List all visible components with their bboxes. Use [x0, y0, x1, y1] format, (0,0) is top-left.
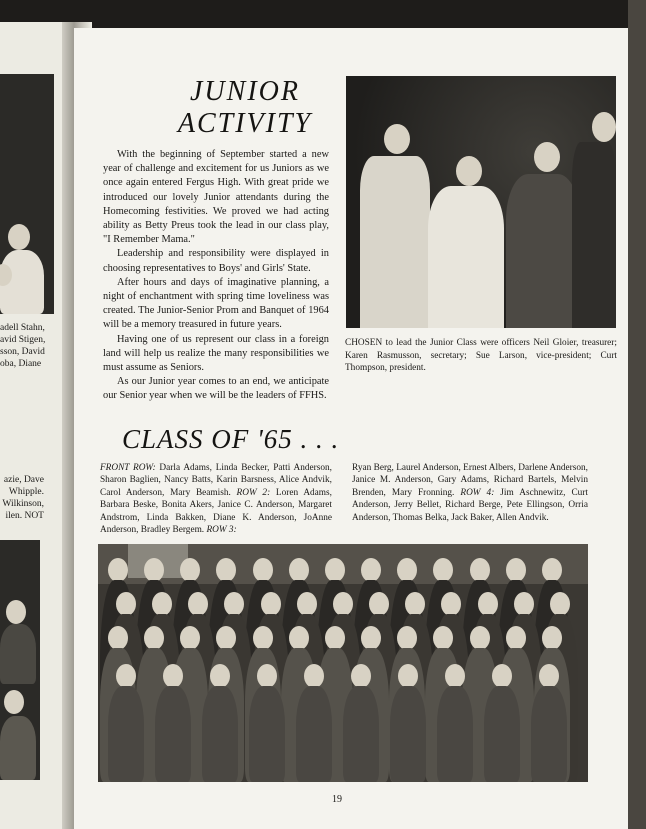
paragraph: As our Junior year comes to an end, we anticipate our Senior year when we will be the leaders of FFHS.	[103, 376, 329, 402]
classmate-face	[506, 626, 526, 650]
officers-photo	[346, 76, 616, 328]
left-photo-bottom	[0, 540, 40, 780]
row-label: ROW 3:	[206, 525, 237, 536]
classmate-face	[470, 558, 490, 582]
row-label: ROW 2:	[236, 487, 271, 498]
paragraph: With the beginning of September started a new year of challenge and excitement for us Juniors as we once again entered Fergus High. With great pride we introduced our lovely Junior attendants during the Homecoming festivities. We proved we had acting ability as Betty Preus took the lead in our class play, "I Remember Mama."	[103, 149, 329, 246]
classmate-face	[253, 558, 273, 582]
classmate-face	[441, 592, 461, 616]
classmate-body	[531, 686, 567, 782]
classmate-face	[333, 592, 353, 616]
left-photo-top	[0, 74, 54, 314]
classmate-face	[351, 664, 371, 688]
classmate-body	[437, 686, 473, 782]
classmate-face	[361, 626, 381, 650]
classmate-face	[445, 664, 465, 688]
classmate-face	[144, 558, 164, 582]
classmate-face	[550, 592, 570, 616]
classmate-body	[296, 686, 332, 782]
classmate-face	[325, 558, 345, 582]
class-heading: CLASS OF '65 . . .	[122, 424, 340, 454]
class-names-col1: FRONT ROW: Darla Adams, Linda Becker, Patti Anderson, Sharon Baglien, Nancy Batts, Karin Barsness, Alice Andvik, Carol Anderson, Mary Beamish. ROW 2: Loren Adams, Barbara Beske, Bonita Akers, Janice C. Anderson, Margaret Andstrom, Linda Bakken, Diane K. Anderson, JoAnne Anderson, Bradley Bergem. ROW 3:	[100, 463, 332, 536]
classmate-body	[249, 686, 285, 782]
class-names-col2: Ryan Berg, Laurel Anderson, Ernest Albers, Darlene Anderson, Janice M. Anderson, Gary Adams, Richard Bartels, Melvin Brenden, Mary Fronning. ROW 4: Jim Aschnewitz, Curt Anderson, Jerry Bellet, Richard Berge, Pete Ellingson, Orria Anderson, Thomas Belka, Jack Baker, Allen Andvik.	[352, 463, 588, 523]
classmate-face	[361, 558, 381, 582]
classmate-face	[210, 664, 230, 688]
paragraph: Having one of us represent our class in a foreign land will help us realize the many responsibilities we must assume as Seniors.	[103, 333, 329, 374]
classmate-face	[188, 592, 208, 616]
classmate-face	[492, 664, 512, 688]
classmate-face	[470, 626, 490, 650]
article-title: JUNIOR ACTIVITY	[177, 76, 313, 139]
class-photo	[98, 544, 588, 782]
classmate-face	[289, 558, 309, 582]
classmate-face	[514, 592, 534, 616]
paragraph: Leadership and responsibility were displayed in choosing representatives to Boys' and Girls' State.	[103, 248, 329, 274]
classmate-face	[542, 626, 562, 650]
classmate-face	[261, 592, 281, 616]
classmate-face	[289, 626, 309, 650]
classmate-face	[369, 592, 389, 616]
classmate-face	[108, 558, 128, 582]
classmate-face	[163, 664, 183, 688]
classmate-body	[202, 686, 238, 782]
classmate-face	[116, 664, 136, 688]
page-number: 19	[332, 794, 342, 805]
classmate-body	[390, 686, 426, 782]
classmate-face	[108, 626, 128, 650]
article-body	[103, 148, 329, 404]
classmate-face	[152, 592, 172, 616]
classmate-body	[155, 686, 191, 782]
classmate-face	[253, 626, 273, 650]
row-label: ROW 4:	[460, 487, 495, 498]
classmate-face	[506, 558, 526, 582]
left-page	[0, 22, 70, 829]
classmate-face	[116, 592, 136, 616]
background-strip	[0, 0, 646, 24]
left-caption-mid: azie, Dave Whipple. Wilkinson, ilen. NOT	[2, 475, 44, 521]
left-caption-top: adell Stahn, avid Stigen, sson, David oba, Diane	[0, 323, 46, 369]
classmate-face	[398, 664, 418, 688]
row-label: FRONT ROW:	[100, 463, 156, 473]
classmate-face	[325, 626, 345, 650]
officers-caption: CHOSEN to lead the Junior Class were officers Neil Gloier, treasurer; Karen Rasmusson, secretary; Sue Larson, vice-president; Curt Thompson, president.	[345, 338, 617, 374]
classmate-face	[297, 592, 317, 616]
classmate-face	[257, 664, 277, 688]
classmate-body	[108, 686, 144, 782]
paragraph: After hours and days of imaginative planning, a night of enchantment with spring time loveliness was created. The Junior-Senior Prom and Banquet of 1964 will be a memory treasured in future years.	[103, 276, 329, 331]
classmate-face	[224, 592, 244, 616]
classmate-face	[478, 592, 498, 616]
classmate-face	[539, 664, 559, 688]
page-edge	[628, 0, 646, 829]
classmate-face	[542, 558, 562, 582]
classmate-body	[343, 686, 379, 782]
classmate-face	[304, 664, 324, 688]
classmate-body	[484, 686, 520, 782]
classmate-face	[144, 626, 164, 650]
